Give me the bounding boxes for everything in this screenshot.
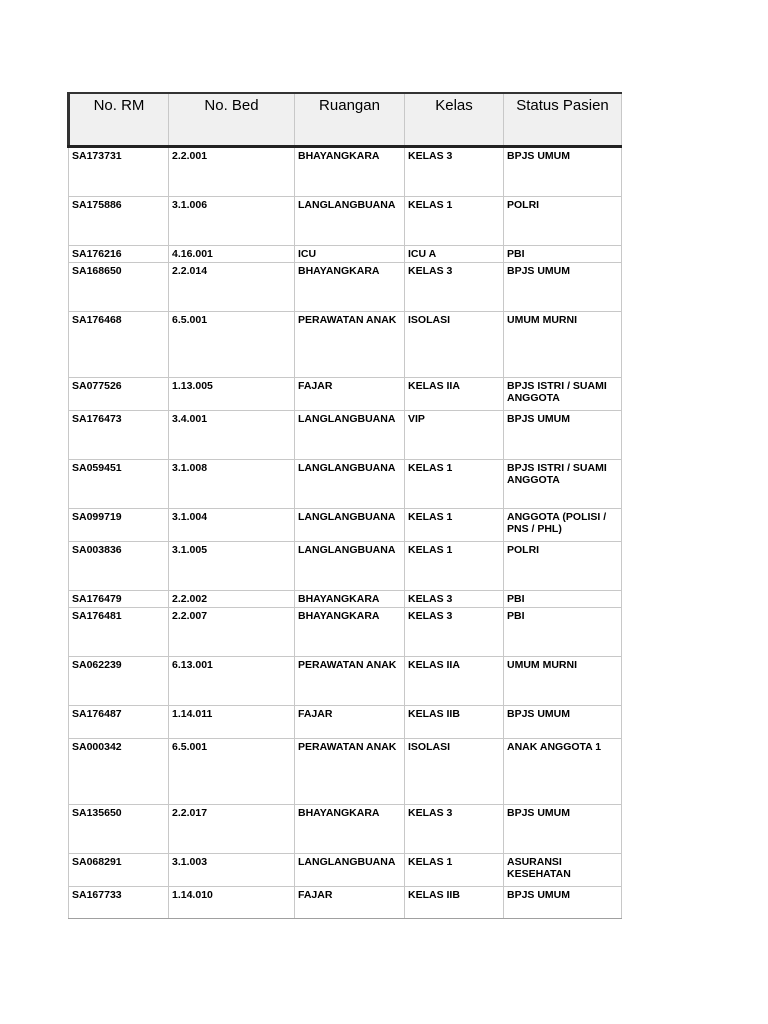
table-row xyxy=(69,805,622,854)
cell-no-bed: 2.2.001 xyxy=(169,147,295,197)
cell-kelas: KELAS 1 xyxy=(405,197,504,246)
cell-no-rm: SA077526 xyxy=(69,378,169,411)
cell-status-pasien: POLRI xyxy=(504,542,622,591)
cell-no-bed: 6.13.001 xyxy=(169,657,295,706)
cell-ruangan: BHAYANGKARA xyxy=(295,263,405,312)
cell-status-pasien: BPJS UMUM xyxy=(504,147,622,197)
table-row xyxy=(69,312,622,378)
cell-kelas: ICU A xyxy=(405,246,504,263)
cell-no-rm: SA173731 xyxy=(69,147,169,197)
cell-no-bed: 3.1.003 xyxy=(169,854,295,887)
table-row xyxy=(69,509,622,542)
cell-no-bed: 1.14.010 xyxy=(169,887,295,919)
cell-status-pasien: ANAK ANGGOTA 1 xyxy=(504,739,622,805)
cell-ruangan: PERAWATAN ANAK xyxy=(295,739,405,805)
column-header-no-bed: No. Bed xyxy=(169,93,295,147)
cell-no-bed: 2.2.014 xyxy=(169,263,295,312)
table-row xyxy=(69,197,622,246)
cell-ruangan: FAJAR xyxy=(295,887,405,919)
cell-status-pasien: BPJS UMUM xyxy=(504,805,622,854)
cell-status-pasien: BPJS UMUM xyxy=(504,263,622,312)
cell-no-bed: 2.2.017 xyxy=(169,805,295,854)
cell-kelas: KELAS IIA xyxy=(405,657,504,706)
cell-kelas: KELAS 1 xyxy=(405,854,504,887)
cell-ruangan: LANGLANGBUANA xyxy=(295,854,405,887)
cell-ruangan: FAJAR xyxy=(295,378,405,411)
table-row xyxy=(69,542,622,591)
cell-status-pasien: BPJS ISTRI / SUAMI ANGGOTA xyxy=(504,378,622,411)
cell-kelas: ISOLASI xyxy=(405,312,504,378)
cell-ruangan: LANGLANGBUANA xyxy=(295,197,405,246)
cell-kelas: KELAS 3 xyxy=(405,147,504,197)
cell-ruangan: BHAYANGKARA xyxy=(295,147,405,197)
cell-ruangan: PERAWATAN ANAK xyxy=(295,657,405,706)
cell-no-bed: 1.14.011 xyxy=(169,706,295,739)
cell-status-pasien: ASURANSI KESEHATAN xyxy=(504,854,622,887)
cell-no-rm: SA176487 xyxy=(69,706,169,739)
table-row xyxy=(69,854,622,887)
cell-no-rm: SA062239 xyxy=(69,657,169,706)
cell-status-pasien: BPJS UMUM xyxy=(504,887,622,919)
cell-ruangan: FAJAR xyxy=(295,706,405,739)
patient-bed-table xyxy=(67,92,622,919)
cell-no-bed: 6.5.001 xyxy=(169,312,295,378)
cell-kelas: KELAS 3 xyxy=(405,591,504,608)
cell-kelas: KELAS 1 xyxy=(405,542,504,591)
cell-ruangan: ICU xyxy=(295,246,405,263)
cell-kelas: KELAS IIB xyxy=(405,887,504,919)
cell-kelas: VIP xyxy=(405,411,504,460)
cell-status-pasien: BPJS UMUM xyxy=(504,411,622,460)
cell-kelas: KELAS 1 xyxy=(405,509,504,542)
column-header-kelas: Kelas xyxy=(405,93,504,147)
cell-no-bed: 2.2.002 xyxy=(169,591,295,608)
cell-no-rm: SA068291 xyxy=(69,854,169,887)
table-row xyxy=(69,887,622,919)
cell-ruangan: LANGLANGBUANA xyxy=(295,509,405,542)
cell-no-bed: 3.1.008 xyxy=(169,460,295,509)
table-row xyxy=(69,460,622,509)
column-header-ruangan: Ruangan xyxy=(295,93,405,147)
cell-no-bed: 6.5.001 xyxy=(169,739,295,805)
cell-kelas: KELAS IIB xyxy=(405,706,504,739)
cell-kelas: ISOLASI xyxy=(405,739,504,805)
cell-no-bed: 3.1.005 xyxy=(169,542,295,591)
cell-no-rm: SA176216 xyxy=(69,246,169,263)
cell-no-rm: SA176481 xyxy=(69,608,169,657)
column-header-status-pasien: Status Pasien xyxy=(504,93,622,147)
table-row xyxy=(69,246,622,263)
cell-no-rm: SA176479 xyxy=(69,591,169,608)
table-row xyxy=(69,411,622,460)
cell-no-rm: SA176468 xyxy=(69,312,169,378)
cell-status-pasien: PBI xyxy=(504,246,622,263)
table-row xyxy=(69,591,622,608)
cell-no-rm: SA176473 xyxy=(69,411,169,460)
cell-no-rm: SA135650 xyxy=(69,805,169,854)
cell-ruangan: LANGLANGBUANA xyxy=(295,460,405,509)
cell-no-bed: 2.2.007 xyxy=(169,608,295,657)
cell-kelas: KELAS 3 xyxy=(405,608,504,657)
cell-status-pasien: ANGGOTA (POLISI / PNS / PHL) xyxy=(504,509,622,542)
cell-status-pasien: UMUM MURNI xyxy=(504,312,622,378)
table-row xyxy=(69,147,622,197)
cell-no-rm: SA168650 xyxy=(69,263,169,312)
cell-no-bed: 3.1.006 xyxy=(169,197,295,246)
cell-no-rm: SA000342 xyxy=(69,739,169,805)
cell-no-rm: SA099719 xyxy=(69,509,169,542)
table-row xyxy=(69,263,622,312)
cell-ruangan: BHAYANGKARA xyxy=(295,591,405,608)
cell-kelas: KELAS IIA xyxy=(405,378,504,411)
cell-ruangan: LANGLANGBUANA xyxy=(295,411,405,460)
column-header-no-rm: No. RM xyxy=(69,93,169,147)
cell-ruangan: LANGLANGBUANA xyxy=(295,542,405,591)
cell-no-rm: SA059451 xyxy=(69,460,169,509)
cell-no-bed: 3.4.001 xyxy=(169,411,295,460)
cell-kelas: KELAS 1 xyxy=(405,460,504,509)
table-row xyxy=(69,739,622,805)
cell-status-pasien: PBI xyxy=(504,591,622,608)
cell-status-pasien: UMUM MURNI xyxy=(504,657,622,706)
cell-ruangan: BHAYANGKARA xyxy=(295,608,405,657)
table-row xyxy=(69,657,622,706)
cell-status-pasien: BPJS UMUM xyxy=(504,706,622,739)
table-body xyxy=(69,147,622,919)
table-row xyxy=(69,378,622,411)
cell-status-pasien: BPJS ISTRI / SUAMI ANGGOTA xyxy=(504,460,622,509)
cell-no-rm: SA167733 xyxy=(69,887,169,919)
table-row xyxy=(69,706,622,739)
cell-no-bed: 1.13.005 xyxy=(169,378,295,411)
cell-kelas: KELAS 3 xyxy=(405,263,504,312)
cell-no-rm: SA175886 xyxy=(69,197,169,246)
cell-ruangan: BHAYANGKARA xyxy=(295,805,405,854)
cell-kelas: KELAS 3 xyxy=(405,805,504,854)
cell-ruangan: PERAWATAN ANAK xyxy=(295,312,405,378)
cell-status-pasien: POLRI xyxy=(504,197,622,246)
cell-no-bed: 4.16.001 xyxy=(169,246,295,263)
cell-status-pasien: PBI xyxy=(504,608,622,657)
cell-no-bed: 3.1.004 xyxy=(169,509,295,542)
cell-no-rm: SA003836 xyxy=(69,542,169,591)
header-row xyxy=(69,93,622,147)
table-row xyxy=(69,608,622,657)
